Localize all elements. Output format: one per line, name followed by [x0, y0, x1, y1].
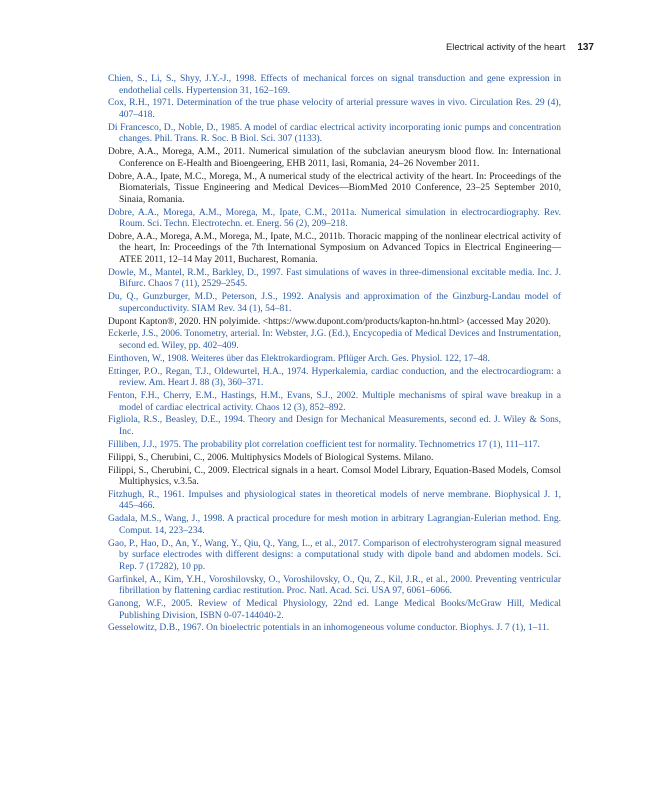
reference-entry[interactable]: Chien, S., Li, S., Shyy, J.Y.-J., 1998. Effects of mechanical forces on signal transduction and gene expression in endothelial cells. Hypertension 31, 162–169. — [108, 73, 561, 96]
reference-entry: Dobre, A.A., Ipate, M.C., Morega, M., A numerical study of the electrical activity of the heart. In: Proceedings of the Biomaterials, Tissue Engineering and Medical Devices—BiomMed 2010 Conference, 23–25 September 2010, Sinaia, Romania. — [108, 170, 561, 205]
reference-entry: Dobre, A.A., Morega, A.M., 2011. Numerical simulation of the subclavian aneurysm blood flow. In: International Conference on E-Health and Bioengeering, EHB 2011, Iasi, Romania, 24–26 November 2011. — [108, 146, 561, 169]
reference-entry: Filippi, S., Cherubini, C., 2006. Multiphysics Models of Biological Systems. Milano. — [108, 451, 434, 463]
reference-entry[interactable]: Gao, P., Hao, D., An, Y., Wang, Y., Qiu, Q., Yang, L., et al., 2017. Comparison of electrohysterogram signal measured by surface electrodes with different designs: a computational study with dipole band and abdomen models. Sci. Rep. 7 (17282), 10 pp. — [108, 537, 561, 572]
reference-entry[interactable]: Garfinkel, A., Kim, Y.H., Voroshilovsky, O., Voroshilovsky, O., Qu, Z., Kil, J.R., et al., 2000. Preventing ventricular fibrillation by flattening cardiac restitution. Proc. Natl. Acad. Sci. USA 97, 6061–6066. — [108, 573, 561, 597]
page-number: 137 — [577, 42, 594, 53]
reference-entry[interactable]: Du, Q., Gunzburger, M.D., Peterson, J.S., 1992. Analysis and approximation of the Ginzburg-Landau model of superconductivity. SIAM Rev. 34 (1), 54–81. — [108, 291, 561, 314]
running-header — [174, 41, 594, 53]
reference-entry[interactable]: Ganong, W.F., 2005. Review of Medical Physiology, 22nd ed. Lange Medical Books/McGraw Hill, Medical Publishing Division, ISBN 0-07-144040-2. — [108, 598, 561, 621]
reference-entry[interactable]: Gesselowitz, D.B., 1967. On bioelectric potentials in an inhomogeneous volume conductor. Biophys. J. 7 (1), 1–11. — [108, 622, 550, 634]
reference-entry: Filippi, S., Cherubini, C., 2009. Electrical signals in a heart. Comsol Model Library, Equation-Based Models, Comsol Multiphysics, v.3.5a. — [108, 464, 561, 488]
reference-entry[interactable]: Cox, R.H., 1971. Determination of the true phase velocity of arterial pressure waves in vivo. Circulation Res. 29 (4), 407–418. — [108, 97, 561, 120]
reference-entry[interactable]: Figliola, R.S., Beasley, D.E., 1994. Theory and Design for Mechanical Measurements, second ed. J. Wiley & Sons, Inc. — [108, 414, 561, 438]
reference-entry[interactable]: Fitzhugh, R., 1961. Impulses and physiological states in theoretical models of nerve membrane. Biophysical J. 1, 445–466. — [108, 488, 561, 512]
reference-entry[interactable]: Einthoven, W., 1908. Weiteres über das Elektrokardiogram. Pflüger Arch. Ges. Physiol. 122, 17–48. — [108, 352, 490, 364]
reference-entry: Dobre, A.A., Morega, A.M., Morega, M., Ipate, M.C., 2011b. Thoracic mapping of the nonlinear electrical activity of the heart, In: Proceedings of the 7th International Symposium on Advanced Topics in Electrical Engineering—ATEE 2011, 12–14 May 2011, Bucharest, Romania. — [108, 230, 561, 265]
reference-entry[interactable]: Dowle, M., Mantel, R.M., Barkley, D., 1997. Fast simulations of waves in three-dimensional excitable media. Inc. J. Bifurc. Chaos 7 (11), 2529–2545. — [108, 266, 561, 290]
reference-entry[interactable]: Di Francesco, D., Noble, D., 1985. A model of cardiac electrical activity incorporating ionic pumps and concentration changes. Phil. Trans. R. Soc. B Biol. Sci. 307 (1133). — [108, 121, 561, 145]
reference-entry[interactable]: Gadala, M.S., Wang, J., 1998. A practical procedure for mesh motion in arbitrary Lagrangian-Eulerian method. Eng. Comput. 14, 223–234. — [108, 513, 561, 536]
reference-entry[interactable]: Filliben, J.J., 1975. The probability plot correlation coefficient test for normality. Technometrics 17 (1), 111–117. — [108, 438, 540, 450]
reference-entry: Dupont Kapton®, 2020. HN polyimide. <https://www.dupont.com/products/kapton-hn.html> (accessed May 2020). — [108, 315, 551, 327]
reference-entry[interactable]: Fenton, F.H., Cherry, E.M., Hastings, H.M., Evans, S.J., 2002. Multiple mechanisms of spiral wave breakup in a model of cardiac electrical activity. Chaos 12 (3), 852–892. — [108, 390, 561, 413]
reference-entry[interactable]: Eckerle, J.S., 2006. Tonometry, arterial. In: Webster, J.G. (Ed.), Encycopedia of Medical Devices and Instrumentation, second ed. Wiley, pp. 402–409. — [108, 328, 561, 351]
running-title: Electrical activity of the heart — [445, 41, 566, 52]
reference-entry[interactable]: Dobre, A.A., Morega, A.M., Morega, M., Ipate, C.M., 2011a. Numerical simulation in electrocardiography. Rev. Roum. Sci. Techn. Electrotechn. et. Energ. 56 (2), 209–218. — [108, 206, 561, 230]
reference-entry[interactable]: Ettinger, P.O., Regan, T.J., Oldewurtel, H.A., 1974. Hyperkalemia, cardiac conduction, and the electrocardiogram: a review. Am. Heart J. 88 (3), 360–371. — [108, 365, 561, 389]
reference-list — [108, 73, 561, 635]
